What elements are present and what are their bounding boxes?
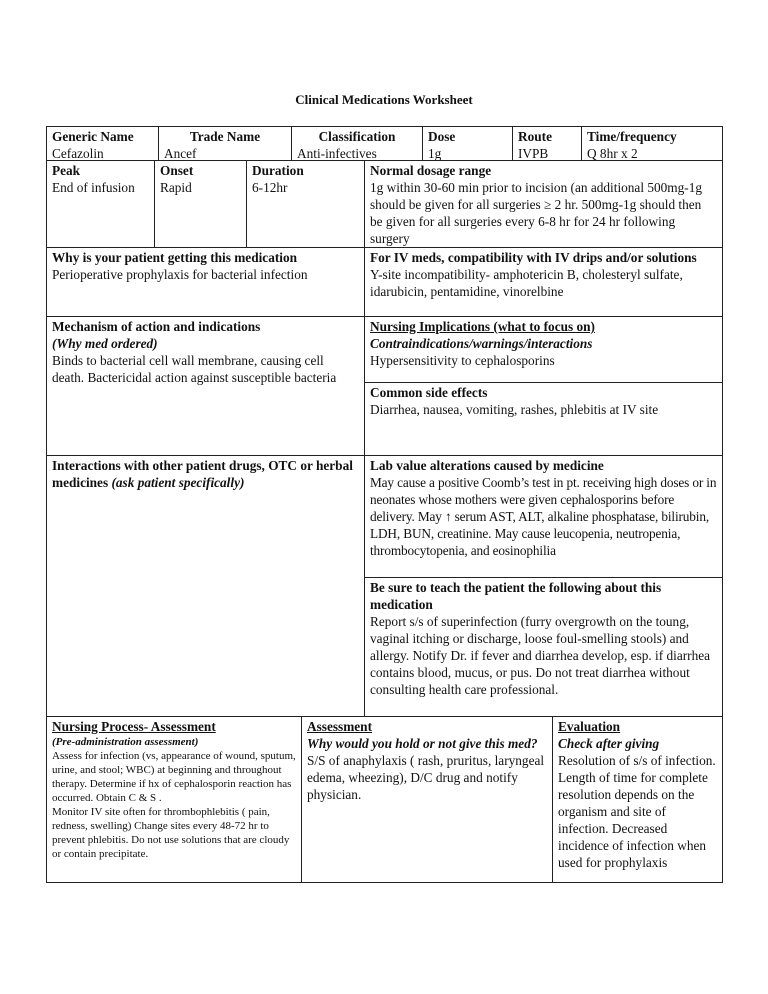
why-getting-label: Why is your patient getting this medication [52, 250, 298, 265]
teach-patient-value: Report s/s of superinfection (furry overgrowth on the toung, vaginal itching or discharge, loose foul-smelling stools) and allergy. Notify Dr. if fever and diarrhea develop, esp. if diarrhea contains blood, mucus, or pus. Do not treat diarrhea without consulting health care professional. [370, 614, 711, 697]
normal-dosage-value: 1g within 30-60 min prior to incision (an additional 500mg-1g should be given for all surgeries ≥ 2 hr. 500mg-1g should then be given for all surgeries every 6-8 hr for 24 hr following surgery [370, 180, 703, 246]
classification-cell [291, 126, 423, 161]
interactions-sublabel: (ask patient specifically) [111, 475, 245, 490]
page-title: Clinical Medications Worksheet [295, 92, 473, 107]
assessment-sublabel: Why would you hold or not give this med? [307, 736, 538, 751]
lab-value-cell [364, 455, 723, 578]
assessment-label: Assessment [307, 719, 373, 734]
route-label: Route [518, 129, 552, 144]
generic-name-value: Cefazolin [52, 146, 104, 161]
teach-patient-label: Be sure to teach the patient the following about this medication [370, 580, 662, 612]
side-effects-cell [364, 382, 723, 456]
evaluation-cell [552, 716, 723, 883]
nursing-implications-cell [364, 316, 723, 383]
duration-cell [246, 160, 365, 248]
nursing-process-value: Assess for infection (vs, appearance of wound, sputum, urine, and stool; WBC) at beginning and throughout therapy. Determine if hx of cephalosporin reaction has occurred. Obtain C & S . [52, 750, 296, 804]
normal-dosage-label: Normal dosage range [370, 163, 492, 178]
normal-dosage-cell [364, 160, 723, 248]
assessment-value: S/S of anaphylaxis ( rash, pruritus, laryngeal edema, wheezing), D/C drug and notify physician. [307, 753, 545, 802]
trade-name-label: Trade Name [189, 129, 261, 144]
trade-name-cell [158, 126, 292, 161]
time-frequency-label: Time/frequency [587, 129, 677, 144]
side-effects-value: Diarrhea, nausea, vomiting, rashes, phlebitis at IV site [370, 402, 659, 417]
dose-label: Dose [428, 129, 456, 144]
time-frequency-cell [581, 126, 723, 161]
interactions-label: Interactions with other patient drugs, OTC or herbal medicines [52, 458, 353, 490]
why-getting-cell [46, 247, 365, 317]
evaluation-label: Evaluation [558, 719, 621, 734]
nursing-process-sublabel: (Pre-administration assessment) [52, 736, 199, 748]
time-frequency-value: Q 8hr x 2 [587, 146, 638, 161]
trade-name-value: Ancef [164, 146, 197, 161]
route-cell [512, 126, 582, 161]
peak-cell [46, 160, 155, 248]
onset-label: Onset [160, 163, 194, 178]
peak-label: Peak [52, 163, 81, 178]
why-getting-value: Perioperative prophylaxis for bacterial infection [52, 267, 308, 282]
peak-value: End of infusion [52, 180, 135, 195]
nursing-process-label: Nursing Process- Assessment [52, 719, 216, 734]
interactions-cell [46, 455, 365, 717]
mechanism-sublabel: (Why med ordered) [52, 336, 158, 351]
nursing-process-cell [46, 716, 302, 883]
classification-value: Anti-infectives [297, 146, 377, 161]
iv-compatibility-label: For IV meds, compatibility with IV drips and/or solutions [370, 250, 697, 265]
teach-patient-cell [364, 577, 723, 717]
side-effects-label: Common side effects [370, 385, 488, 400]
mechanism-label: Mechanism of action and indications [52, 319, 261, 334]
iv-compatibility-cell [364, 247, 723, 317]
evaluation-sublabel: Check after giving [558, 736, 660, 751]
lab-value-text: May cause a positive Coomb’s test in pt. receiving high doses or in neonates whose mothers were given cephalosporins before delivery. May ↑ serum AST, ALT, alkaline phosphatase, bilirubin, LDH, BUN, creatinine. May cause leucopenia, neutropenia, thrombocytopenia, and eosinophilia [370, 475, 717, 558]
iv-compatibility-value: Y-site incompatibility- amphotericin B, cholesteryl sulfate, idarubicin, pentamidine, vinorelbine [370, 267, 683, 299]
generic-name-cell [46, 126, 159, 161]
assessment-cell [301, 716, 553, 883]
dose-cell [422, 126, 513, 161]
mechanism-value: Binds to bacterial cell wall membrane, causing cell death. Bactericidal action against susceptible bacteria [52, 353, 337, 385]
evaluation-value: Resolution of s/s of infection. Length of time for complete resolution depends on the organism and site of infection. Decreased incidence of infection when used for prophylaxis [558, 753, 716, 870]
nursing-process-value-2: Monitor IV site often for thrombophlebitis ( pain, redness, swelling) Change sites every 48-72 hr to prevent phlebitis. Do not use solutions that are cloudy or contain precipitate. [52, 806, 290, 860]
mechanism-cell [46, 316, 365, 456]
onset-cell [154, 160, 247, 248]
classification-label: Classification [318, 129, 396, 144]
duration-label: Duration [252, 163, 304, 178]
dose-value: 1g [428, 146, 442, 161]
nursing-implications-label: Nursing Implications (what to focus on) [370, 319, 595, 334]
route-value: IVPB [518, 146, 549, 161]
generic-name-label: Generic Name [52, 129, 134, 144]
onset-value: Rapid [160, 180, 192, 195]
nursing-implications-sublabel: Contraindications/warnings/interactions [370, 336, 593, 351]
lab-value-label: Lab value alterations caused by medicine [370, 458, 604, 473]
duration-value: 6-12hr [252, 180, 288, 195]
nursing-implications-value: Hypersensitivity to cephalosporins [370, 353, 555, 368]
